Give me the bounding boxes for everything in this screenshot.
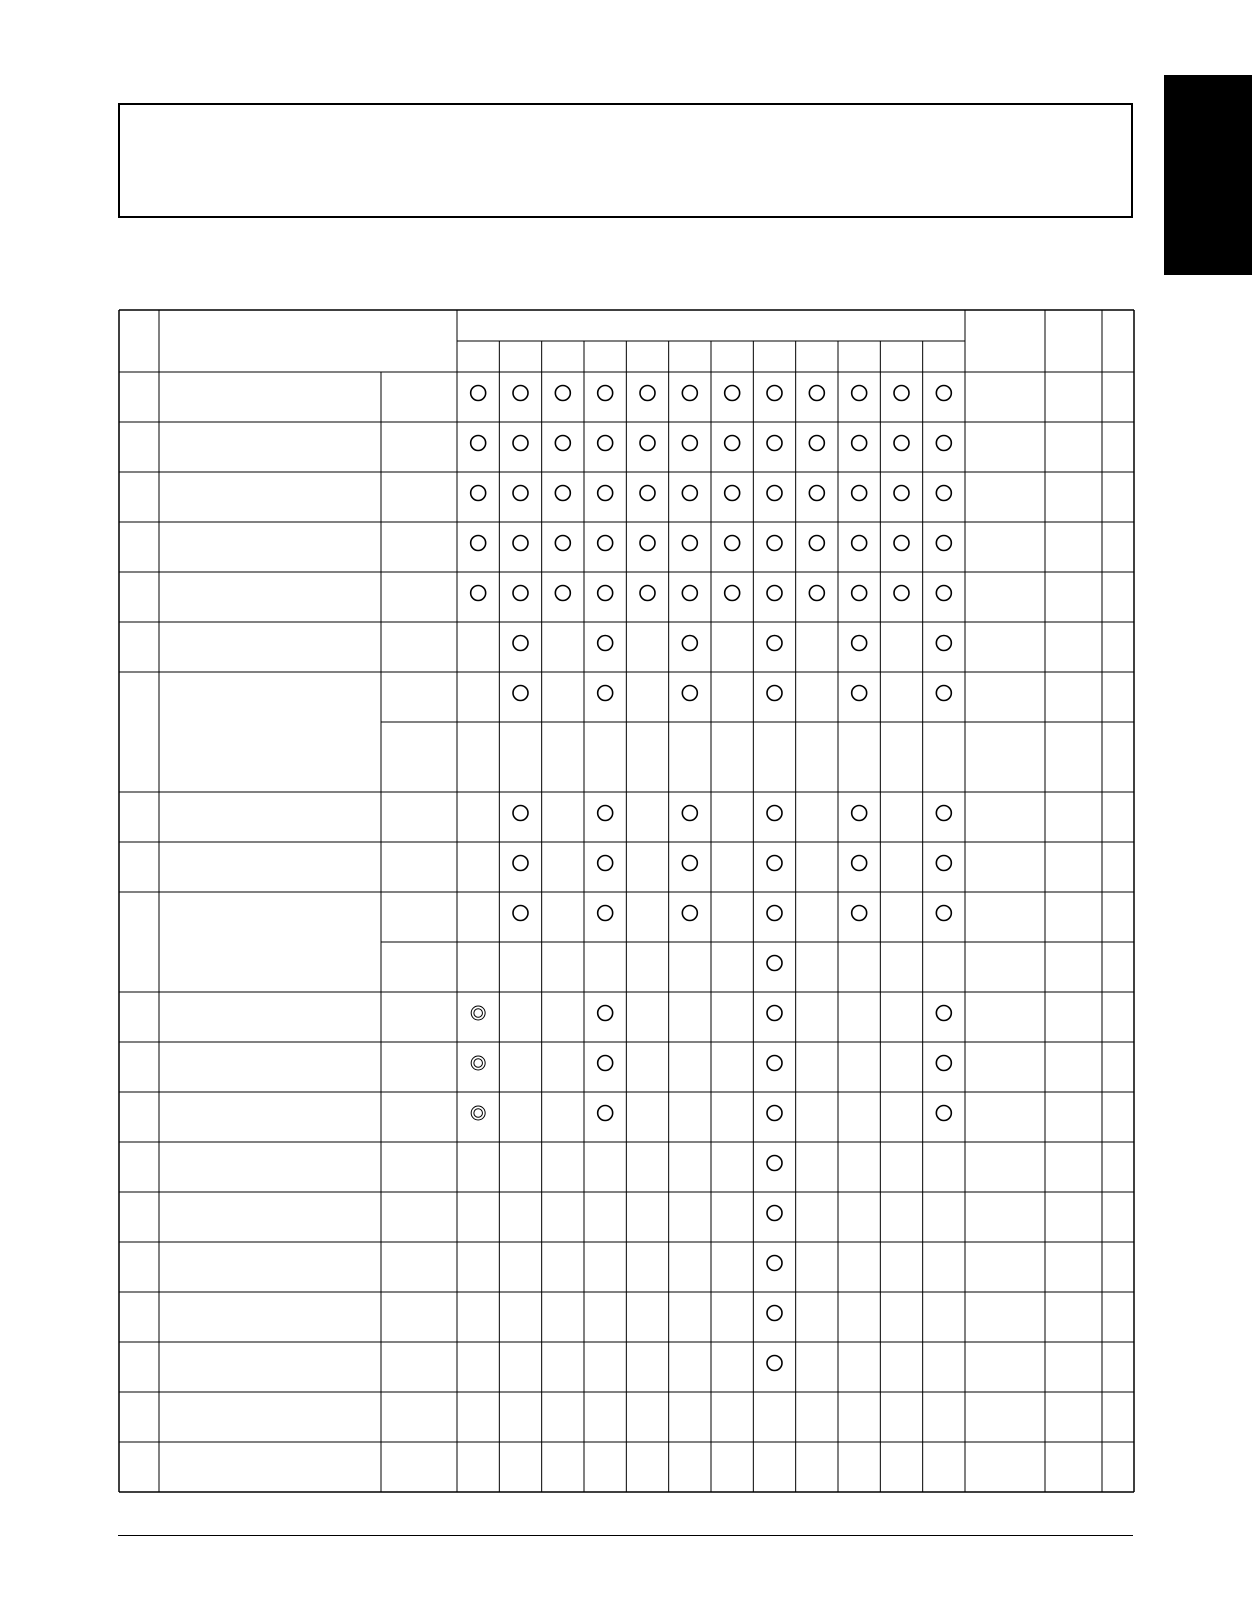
circle-mark — [598, 1106, 613, 1121]
circle-mark — [767, 436, 782, 451]
circle-mark — [598, 536, 613, 551]
circle-mark — [852, 686, 867, 701]
circle-mark — [598, 636, 613, 651]
circle-mark — [809, 536, 824, 551]
circle-mark — [767, 806, 782, 821]
footer-rule — [118, 1535, 1133, 1536]
circle-mark — [936, 636, 951, 651]
circle-mark — [936, 436, 951, 451]
circle-mark — [640, 436, 655, 451]
circle-mark — [682, 856, 697, 871]
circle-mark — [471, 586, 486, 601]
circle-mark — [936, 486, 951, 501]
circle-mark — [598, 906, 613, 921]
circle-mark — [471, 436, 486, 451]
circle-mark — [852, 636, 867, 651]
circle-mark — [809, 386, 824, 401]
circle-mark — [852, 856, 867, 871]
circle-mark — [513, 636, 528, 651]
circle-mark — [767, 636, 782, 651]
circle-mark — [555, 536, 570, 551]
circle-mark — [725, 486, 740, 501]
circle-mark — [767, 1006, 782, 1021]
circle-mark — [513, 536, 528, 551]
circle-mark — [936, 586, 951, 601]
circle-mark — [682, 536, 697, 551]
circle-mark — [682, 436, 697, 451]
circle-mark — [894, 586, 909, 601]
circle-mark — [598, 686, 613, 701]
circle-mark — [555, 586, 570, 601]
circle-mark — [852, 486, 867, 501]
circle-mark — [767, 586, 782, 601]
circle-mark — [682, 586, 697, 601]
circle-mark — [767, 686, 782, 701]
circle-mark — [767, 486, 782, 501]
circle-mark — [936, 536, 951, 551]
circle-mark — [767, 956, 782, 971]
circle-mark — [936, 1106, 951, 1121]
circle-mark — [598, 856, 613, 871]
circle-mark — [936, 386, 951, 401]
circle-mark — [809, 486, 824, 501]
circle-mark — [936, 856, 951, 871]
circle-mark — [725, 586, 740, 601]
circle-mark — [894, 436, 909, 451]
circle-mark — [852, 436, 867, 451]
circle-mark — [555, 436, 570, 451]
circle-mark — [513, 486, 528, 501]
circle-mark — [682, 806, 697, 821]
circle-mark — [936, 806, 951, 821]
circle-mark — [471, 386, 486, 401]
circle-mark — [767, 856, 782, 871]
circle-mark — [767, 1306, 782, 1321]
circle-mark — [852, 536, 867, 551]
circle-mark — [894, 486, 909, 501]
circle-mark — [936, 906, 951, 921]
circle-mark — [682, 636, 697, 651]
circle-mark — [767, 386, 782, 401]
circle-mark — [725, 536, 740, 551]
circle-mark — [936, 686, 951, 701]
circle-mark — [852, 386, 867, 401]
circle-mark — [894, 536, 909, 551]
double-circle-mark — [471, 1056, 485, 1070]
circle-mark — [852, 906, 867, 921]
circle-mark — [936, 1056, 951, 1071]
circle-mark — [767, 1156, 782, 1171]
circle-mark — [640, 486, 655, 501]
circle-mark — [767, 536, 782, 551]
circle-mark — [513, 906, 528, 921]
circle-mark — [682, 686, 697, 701]
circle-mark — [513, 856, 528, 871]
circle-mark — [894, 386, 909, 401]
circle-mark — [598, 486, 613, 501]
circle-mark — [809, 586, 824, 601]
circle-mark — [852, 586, 867, 601]
circle-mark — [598, 386, 613, 401]
circle-mark — [640, 536, 655, 551]
circle-mark — [725, 386, 740, 401]
circle-mark — [767, 1356, 782, 1371]
circle-mark — [682, 906, 697, 921]
circle-mark — [513, 586, 528, 601]
circle-mark — [767, 1206, 782, 1221]
circle-mark — [767, 1056, 782, 1071]
circle-mark — [640, 386, 655, 401]
circle-mark — [513, 806, 528, 821]
circle-mark — [471, 486, 486, 501]
circle-mark — [852, 806, 867, 821]
circle-mark — [513, 436, 528, 451]
circle-mark — [598, 806, 613, 821]
circle-mark — [513, 386, 528, 401]
circle-mark — [598, 1006, 613, 1021]
circle-mark — [767, 906, 782, 921]
circle-mark — [471, 536, 486, 551]
double-circle-mark — [471, 1006, 485, 1020]
circle-mark — [598, 1056, 613, 1071]
circle-mark — [598, 436, 613, 451]
circle-mark — [513, 686, 528, 701]
double-circle-mark — [471, 1106, 485, 1120]
circle-mark — [598, 586, 613, 601]
circle-mark — [809, 436, 824, 451]
circle-mark — [682, 386, 697, 401]
circle-mark — [640, 586, 655, 601]
circle-mark — [555, 386, 570, 401]
circle-mark — [682, 486, 697, 501]
circle-mark — [767, 1256, 782, 1271]
circle-mark — [725, 436, 740, 451]
circle-mark — [936, 1006, 951, 1021]
circle-mark — [555, 486, 570, 501]
circle-mark — [767, 1106, 782, 1121]
